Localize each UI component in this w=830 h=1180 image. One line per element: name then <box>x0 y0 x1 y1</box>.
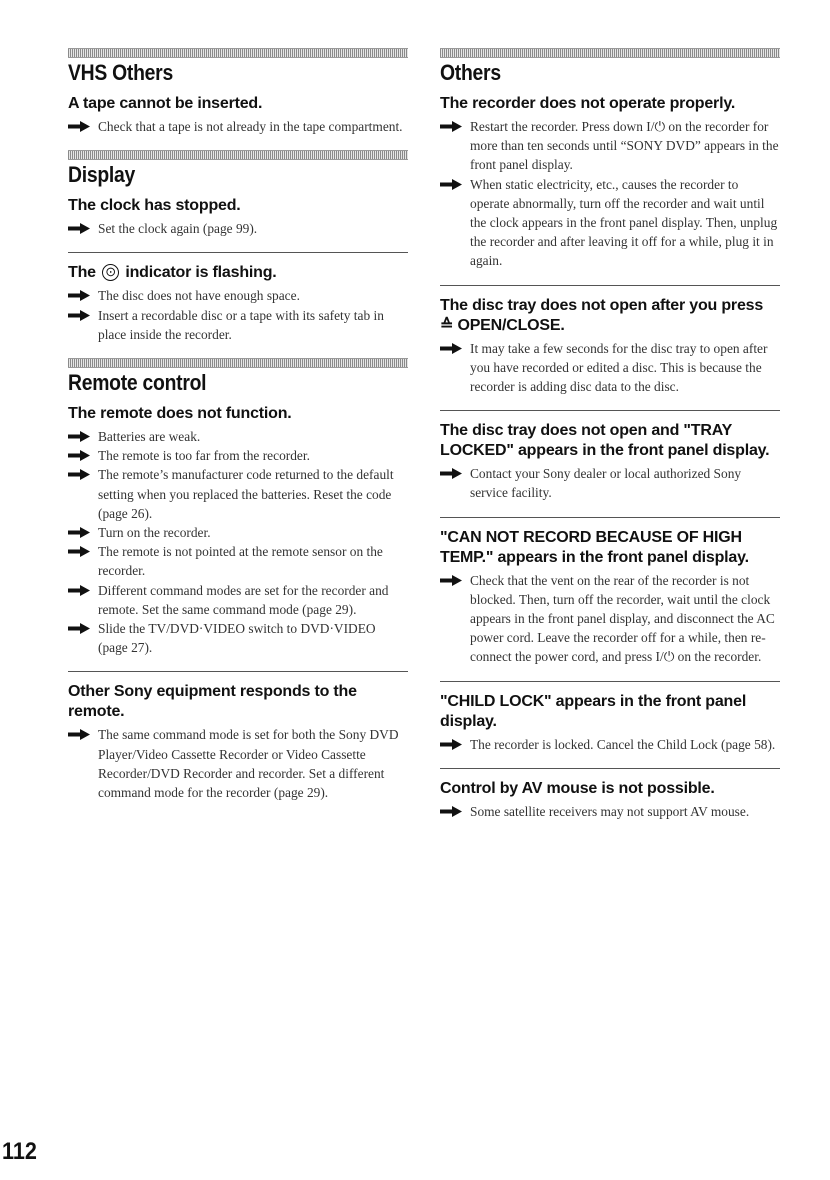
list-item: Contact your Sony dealer or local authorized Sony service facility. <box>440 464 780 502</box>
issue-title: Other Sony equipment responds to the remote. <box>68 683 357 721</box>
section-title-display: Display <box>68 162 136 188</box>
section-band <box>68 150 408 160</box>
arrow-icon <box>68 729 90 740</box>
list-item: Slide the TV/DVD·VIDEO switch to DVD·VIDEO (page 27). <box>68 619 408 657</box>
issue-recorder-not-operate <box>440 94 780 271</box>
clock-indicator-icon: ⊙ <box>102 264 119 281</box>
list-item: The same command mode is set for both the Sony DVD Player/Video Cassette Recorder or Video Cassette Recorder/DVD Recorder and recorder. Set a different command mode for the recorder (page 29). <box>68 725 408 802</box>
list-item: Check that a tape is not already in the tape compartment. <box>68 117 408 136</box>
issue-title: The clock has stopped. <box>68 197 241 215</box>
list-item: Insert a recordable disc or a tape with its safety tab in place inside the recorder. <box>68 306 408 344</box>
arrow-icon <box>440 121 462 132</box>
issue-tray-locked <box>440 410 780 502</box>
issue-title: "CHILD LOCK" appears in the front panel display. <box>440 692 747 730</box>
issue-title: "CAN NOT RECORD BECAUSE OF HIGH TEMP." appears in the front panel display. <box>440 528 749 566</box>
section-band <box>68 358 408 368</box>
issue-remote-not-function <box>68 404 408 657</box>
arrow-icon <box>440 739 462 750</box>
issue-child-lock <box>440 681 780 754</box>
issue-tray-not-open <box>440 285 780 397</box>
issue-other-sony-responds <box>68 671 408 802</box>
section-band <box>440 48 780 58</box>
issue-title: The disc tray does not open after you press ≙ OPEN/CLOSE. <box>440 296 764 334</box>
list-item: Batteries are weak. <box>68 427 408 446</box>
arrow-icon <box>68 310 90 321</box>
arrow-icon <box>68 290 90 301</box>
list-item: Restart the recorder. Press down I/⏻ on the recorder for more than ten seconds until “SONY DVD” appears in the front panel display. <box>440 117 780 175</box>
list-item: It may take a few seconds for the disc tray to open after you have recorded or edited a disc. This is because the recorder is adding disc data to the disc. <box>440 339 780 397</box>
list-item: When static electricity, etc., causes the recorder to operate abnormally, turn off the recorder and wait until the clock appears in the front panel display. Then, unplug the recorder and after leaving it off for a while, plug it in again. <box>440 175 780 271</box>
list-item: The disc does not have enough space. <box>68 286 408 305</box>
arrow-icon <box>68 546 90 557</box>
issue-high-temp <box>440 517 780 667</box>
section-band <box>68 48 408 58</box>
arrow-icon <box>68 469 90 480</box>
issue-title: A tape cannot be inserted. <box>68 95 263 112</box>
list-item: Check that the vent on the rear of the recorder is not blocked. Then, turn off the recorder, wait until the clock appears in the front panel display, and disconnect the AC power cord. Leave the recorder off for a while, then re-connect the power cord, and press I/⏻ on the recorder. <box>440 571 780 667</box>
list-item: Different command modes are set for the recorder and remote. Set the same command mode (page 29). <box>68 581 408 619</box>
left-column <box>68 48 408 816</box>
arrow-icon <box>68 431 90 442</box>
arrow-icon <box>68 223 90 234</box>
issue-av-mouse <box>440 768 780 821</box>
list-item: The recorder is locked. Cancel the Child Lock (page 58). <box>440 735 780 754</box>
issue-clock-stopped <box>68 196 408 238</box>
issue-tape-cannot-insert <box>68 94 408 136</box>
list-item: The remote is not pointed at the remote sensor on the recorder. <box>68 542 408 580</box>
issue-title: The recorder does not operate properly. <box>440 95 736 112</box>
list-item: Turn on the recorder. <box>68 523 408 542</box>
section-title-others: Others <box>440 60 501 85</box>
right-column <box>440 48 780 835</box>
arrow-icon <box>440 806 462 817</box>
list-item: The remote’s manufacturer code returned to the default setting when you replaced the batteries. Reset the code (page 26). <box>68 465 408 523</box>
arrow-icon <box>440 179 462 190</box>
arrow-icon <box>440 343 462 354</box>
arrow-icon <box>68 450 90 461</box>
arrow-icon <box>68 585 90 596</box>
arrow-icon <box>440 468 462 479</box>
issue-title: Control by AV mouse is not possible. <box>440 779 715 797</box>
arrow-icon <box>440 575 462 586</box>
list-item: The remote is too far from the recorder. <box>68 446 408 465</box>
section-title-vhs-others: VHS Others <box>68 60 173 85</box>
issue-title: The disc tray does not open and "TRAY LOCKED" appears in the front panel display. <box>440 422 770 460</box>
arrow-icon <box>68 527 90 538</box>
issue-title: The remote does not function. <box>68 405 292 423</box>
arrow-icon <box>68 121 90 132</box>
section-title-remote-control: Remote control <box>68 370 207 396</box>
list-item: Set the clock again (page 99). <box>68 219 408 238</box>
arrow-icon <box>68 623 90 634</box>
list-item: Some satellite receivers may not support AV mouse. <box>440 802 780 821</box>
issue-title: The ⊙ indicator is flashing. <box>68 264 277 282</box>
page-number: 112 <box>2 1138 37 1165</box>
issue-indicator-flashing <box>68 252 408 344</box>
